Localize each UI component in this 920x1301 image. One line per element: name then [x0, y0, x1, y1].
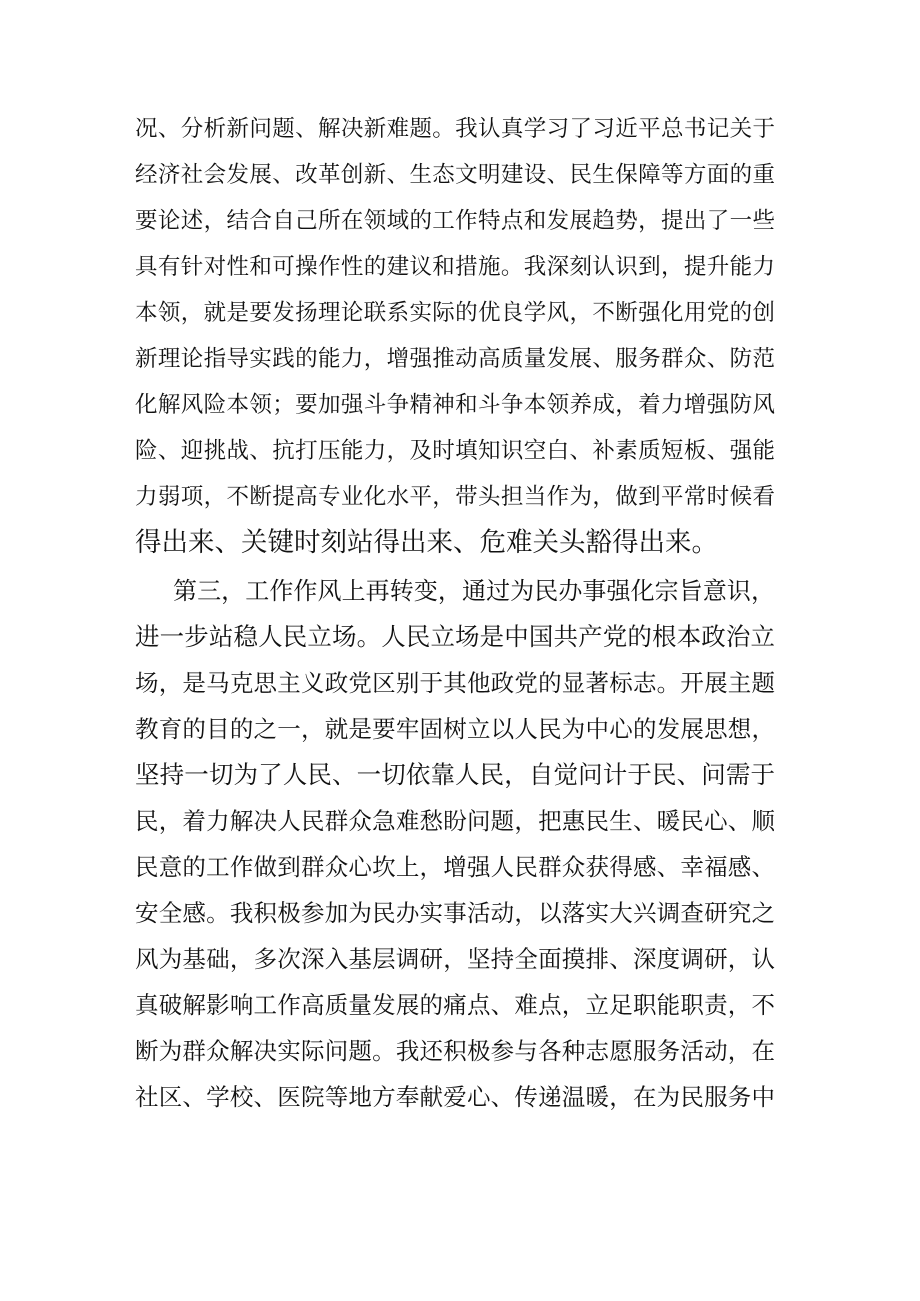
- text-line-20: 真破解影响工作高质量发展的痛点、难点，立足职能职责，不: [135, 991, 775, 1019]
- text-line-19: 风为基础，多次深入基层调研，坚持全面摸排、深度调研，认: [135, 945, 775, 973]
- text-line-8: 险、迎挑战、抗打压能力，及时填知识空白、补素质短板、强能: [135, 438, 775, 464]
- text-line-9: 力弱项，不断提高专业化水平，带头担当作为，做到平常时候看: [135, 484, 775, 510]
- text-line-10: 得出来、关键时刻站得出来、危难关头豁得出来。: [135, 527, 718, 558]
- text-line-22: 社区、学校、医院等地方奉献爱心、传递温暖，在为民服务中: [135, 1083, 775, 1111]
- text-line-12: 进一步站稳人民立场。人民立场是中国共产党的根本政治立: [135, 622, 775, 651]
- text-line-16: 民，着力解决人民群众急难愁盼问题，把惠民生、暖民心、顺: [135, 807, 775, 835]
- text-line-11: 第三，工作作风上再转变，通过为民办事强化宗旨意识，: [173, 577, 775, 605]
- text-line-4: 具有针对性和可操作性的建议和措施。我深刻认识到，提升能力: [135, 254, 775, 280]
- text-line-17: 民意的工作做到群众心坎上，增强人民群众获得感、幸福感、: [135, 853, 775, 881]
- text-line-1: 况、分析新问题、解决新难题。我认真学习了习近平总书记关于: [135, 116, 775, 142]
- text-line-5: 本领，就是要发扬理论联系实际的优良学风，不断强化用党的创: [135, 300, 775, 326]
- text-line-13: 场，是马克思主义政党区别于其他政党的显著标志。开展主题: [135, 669, 775, 697]
- text-line-7: 化解风险本领；要加强斗争精神和斗争本领养成，着力增强防风: [135, 392, 775, 418]
- text-line-3: 要论述，结合自己所在领域的工作特点和发展趋势，提出了一些: [135, 208, 775, 234]
- text-line-18: 安全感。我积极参加为民办实事活动，以落实大兴调查研究之: [135, 899, 775, 927]
- text-line-15: 坚持一切为了人民、一切依靠人民，自觉问计于民、问需于: [135, 760, 775, 789]
- text-line-14: 教育的目的之一，就是要牢固树立以人民为中心的发展思想，: [135, 715, 775, 743]
- text-line-2: 经济社会发展、改革创新、生态文明建设、民生保障等方面的重: [135, 162, 775, 188]
- text-line-6: 新理论指导实践的能力，增强推动高质量发展、服务群众、防范: [135, 346, 775, 372]
- text-line-21: 断为群众解决实际问题。我还积极参与各种志愿服务活动，在: [135, 1037, 775, 1065]
